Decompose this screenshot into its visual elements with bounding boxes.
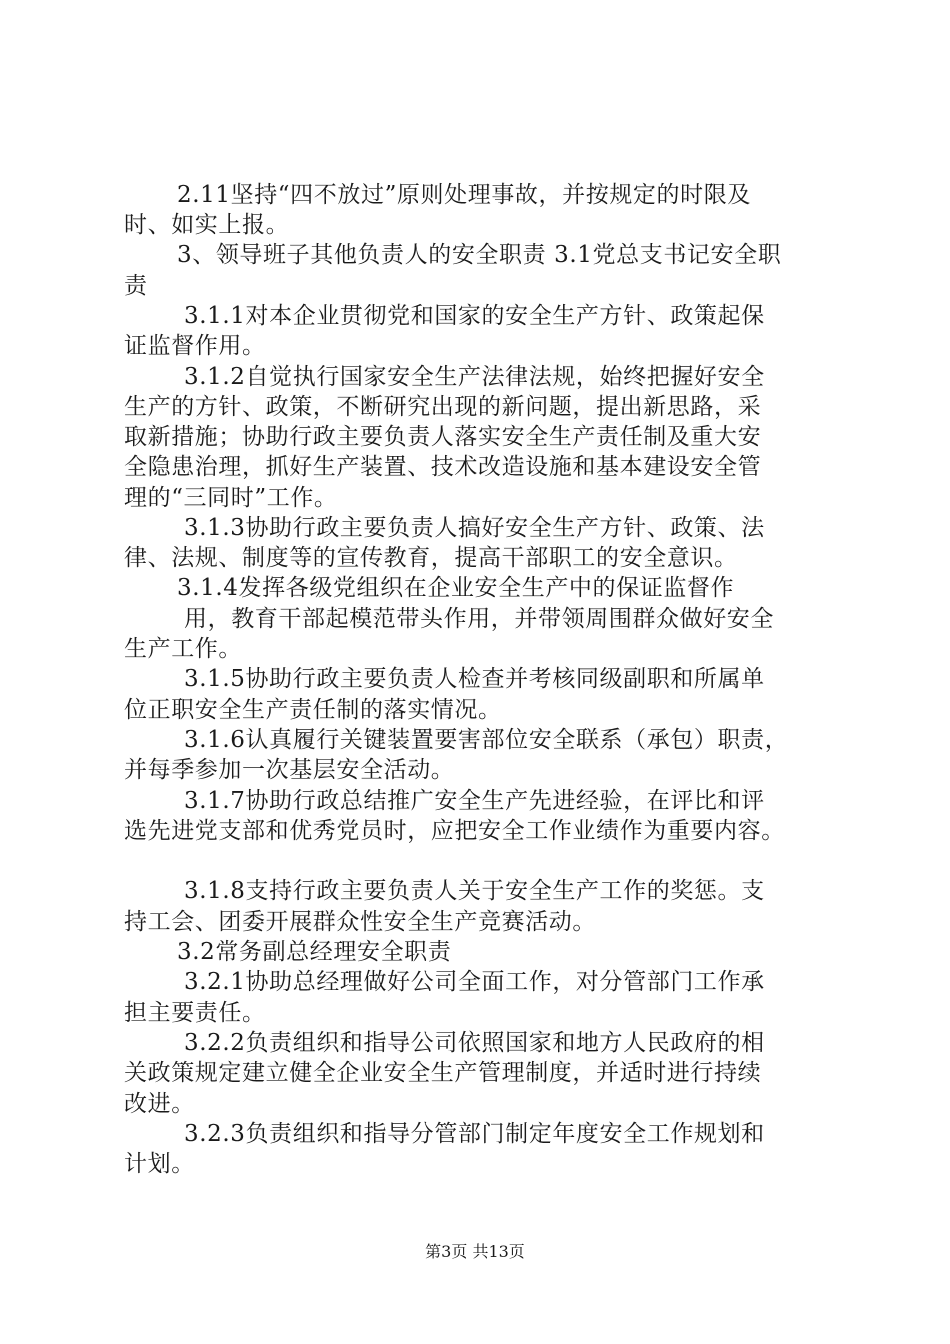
paragraph-line: 3.1.1对本企业贯彻党和国家的安全生产方针、政策起保 <box>184 303 765 329</box>
page-number-footer: 第3页 共13页 <box>425 1242 525 1261</box>
paragraph-line: 选先进党支部和优秀党员时，应把安全工作业绩作为重要内容。 <box>124 818 785 844</box>
paragraph-line: 生产的方针、政策，不断研究出现的新问题，提出新思路，采 <box>124 394 762 420</box>
paragraph-line: 关政策规定建立健全企业安全生产管理制度，并适时进行持续 <box>124 1060 762 1086</box>
paragraph-line: 3.2.1协助总经理做好公司全面工作，对分管部门工作承 <box>184 969 765 995</box>
paragraph-line: 3.1.5协助行政主要负责人检查并考核同级副职和所属单 <box>184 666 765 692</box>
paragraph-line: 取新措施；协助行政主要负责人落实安全生产责任制及重大安 <box>124 424 762 450</box>
paragraph-line: 计划。 <box>124 1151 195 1177</box>
paragraph-line: 用，教育干部起模范带头作用，并带领周围群众做好安全 <box>184 606 774 632</box>
paragraph-line: 3.1.7协助行政总结推广安全生产先进经验，在评比和评 <box>184 788 765 814</box>
paragraph-line: 担主要责任。 <box>124 1000 266 1026</box>
paragraph-line: 理的“三同时”工作。 <box>124 485 338 511</box>
paragraph-line: 3.1.8支持行政主要负责人关于安全生产工作的奖惩。支 <box>184 878 765 904</box>
paragraph-line: 律、法规、制度等的宣传教育，提高干部职工的安全意识。 <box>124 545 738 571</box>
paragraph-line: 改进。 <box>124 1091 195 1117</box>
paragraph-line: 责 <box>124 273 148 299</box>
paragraph-line: 时、如实上报。 <box>124 212 290 238</box>
paragraph-line: 3.1.2自觉执行国家安全生产法律法规，始终把握好安全 <box>184 364 765 390</box>
paragraph-line: 3.1.3协助行政主要负责人搞好安全生产方针、政策、法 <box>184 515 765 541</box>
paragraph-line: 并每季参加一次基层安全活动。 <box>124 757 455 783</box>
paragraph-line: 全隐患治理，抓好生产装置、技术改造设施和基本建设安全管 <box>124 454 762 480</box>
paragraph-line: 生产工作。 <box>124 636 242 662</box>
paragraph-line: 3、领导班子其他负责人的安全职责 3.1党总支书记安全职 <box>177 242 782 268</box>
paragraph-line: 位正职安全生产责任制的落实情况。 <box>124 697 502 723</box>
paragraph-line: 3.1.6认真履行关键装置要害部位安全联系（承包）职责， <box>184 727 789 753</box>
paragraph-line: 持工会、团委开展群众性安全生产竞赛活动。 <box>124 909 596 935</box>
paragraph-line: 2.11坚持“四不放过”原则处理事故，并按规定的时限及 <box>177 182 751 208</box>
paragraph-line: 3.2.2负责组织和指导公司依照国家和地方人民政府的相 <box>184 1030 765 1056</box>
paragraph-line: 3.1.4发挥各级党组织在企业安全生产中的保证监督作 <box>177 575 735 601</box>
section-heading: 3.2常务副总经理安全职责 <box>177 939 452 965</box>
paragraph-line: 证监督作用。 <box>124 333 266 359</box>
paragraph-line: 3.2.3负责组织和指导分管部门制定年度安全工作规划和 <box>184 1121 765 1147</box>
